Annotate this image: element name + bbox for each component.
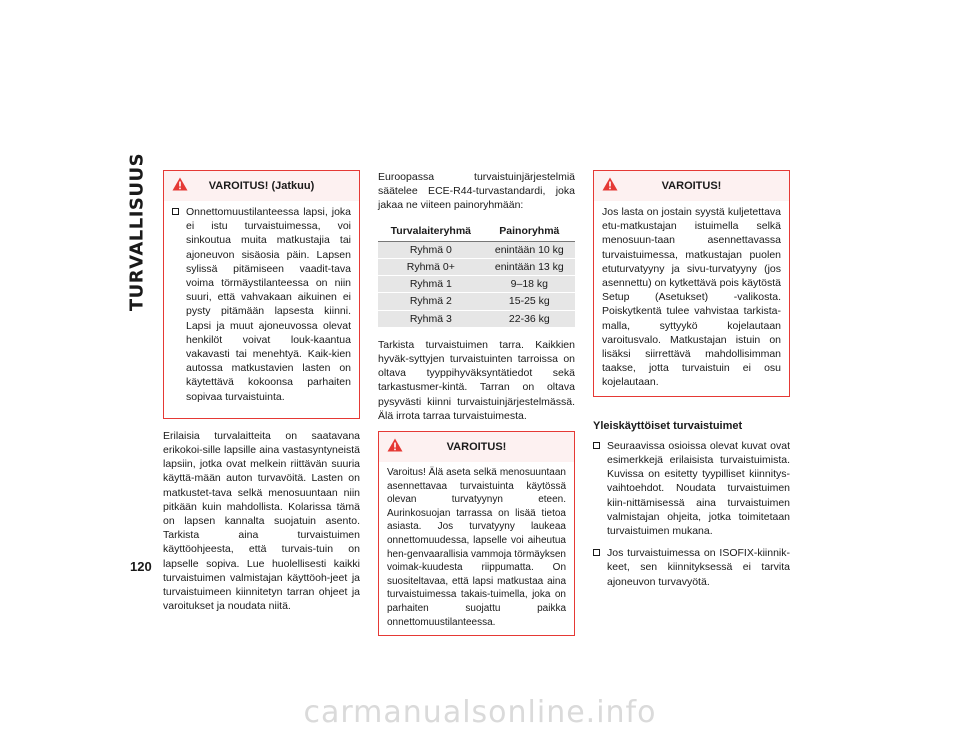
table-cell: 15-25 kg [484,293,575,310]
warning-box-front-seat [593,170,790,397]
table-cell: Ryhmä 0 [378,241,484,258]
checkbox-bullet-icon [172,208,179,215]
warning-box-airbag [378,431,575,636]
table-row [378,241,575,258]
warning-header [594,171,789,201]
warning-header [379,432,574,462]
column-middle [378,170,575,646]
section-title: TURVALLISUUS [126,152,148,312]
warning-body: Jos lasta on jostain syystä kuljetettava etu-matkustajan istuimella selkä menosuun-taan asennettavassa turvaistuimessa, matkustajan puolen etuturvatyyny ja sivu-turvatyyny (jos asennettu) on kytkettävä pois käytöstä Setup (Asetukset) -valikosta. Poiskytkentä tulee vahvistaa tarkista-malla, syttyykö kojelautaan varoitusvalo. Matkustajan istuin on lisäksi siirrettävä mahdollisimman taakse, jotta turvaistuin ei osu kojelautaan. [602,206,781,389]
table-cell: enintään 13 kg [484,259,575,276]
table-row [378,310,575,327]
list-item: Jos turvaistuimessa on ISOFIX-kiinnik-keet, sen kiinnityksessä ei tarvita ajoneuvon turvavyötä. [593,546,790,589]
table-row [378,259,575,276]
table-cell: Ryhmä 3 [378,310,484,327]
label-paragraph: Tarkista turvaistuimen tarra. Kaikkien hyväk-syttyjen turvaistuinten tarroissa on oltava tyyppihyväksyntätiedot sekä tarkastusmer-kintä. Tarran on oltava pysyvästi kiinni turvaistuinjärjestelmässä. Älä irrota tarraa turvaistuimesta. [378,338,575,422]
warning-title: VAROITUS! (Jatkuu) [208,180,315,192]
section-heading: Yleiskäyttöiset turvaistuimet [593,419,743,432]
table-header-cell: Painoryhmä [484,221,575,242]
table-row [378,293,575,310]
body-paragraph: Erilaisia turvalaitteita on saatavana erikokoi-sille lapsille aina vastasyntyneistä lapsiin, jotka ovat melkein riittävän suuria käyttä-mään auton turvavöitä. Lasten on matkustet-tava selkä menosuuntaan niin pitkään kuin mahdollista. Kolarissa tämä on lapsen kannalta suojatuin asento. Tarkista aina turvaistuimen käyttöohjeesta, että turvais-tuin on lapselle sopiva. Lue huolellisesti kaikki turvaistuimen valmistajan käyttöoh-jeet ja turvaistuimeen kiinnitetyn tarran ohjeet ja varoitukset ja noudata niitä. [163,429,360,613]
table-cell: 22-36 kg [484,310,575,327]
warning-bullet: Onnettomuustilanteessa lapsi, joka ei istu turvaistuimessa, voi sinkoutua muita matkustajia tai ajoneuvon sisäosia päin. Lapsen sylissä pitämiseen vaadit-tava voima törmäystilanteessa on niin suuri, että vahvakaan aikuinen ei pysty pitämään lapsesta kiinni. Lapsi ja muut ajoneuvossa olevat henkilöt voivat louk-kaantua vakavasti tai menehtyä. Kaik-kien autossa matkustavien lasten on käytettävä kokoonsa parhaiten sopivaa turvaistuinta. [172,205,351,404]
warning-triangle-icon [602,177,618,191]
weight-group-table [378,221,575,328]
table-cell: Ryhmä 2 [378,293,484,310]
table-header-cell: Turvalaiteryhmä [378,221,484,242]
table-header-row [378,221,575,242]
checkbox-bullet-icon [593,549,600,556]
table-row [378,276,575,293]
warning-body: Varoitus! Älä aseta selkä menosuuntaan asennettavaa turvaistuinta käytössä olevan turvatyynyn eteen. Aurinkosuojan tarrassa on lisää tietoa asiasta. Jos turvatyyny laukeaa onnettomuudessa, lapselle voi aiheutua hen-genvaarallisia vammoja törmäyksen voimak-kuudesta riippumatta. On suositeltavaa, että lapsi matkustaa aina turvaistuimessa takais-tuimella, joka on parhaiten suojattu paikka onnettomuustilanteessa. [387,467,566,628]
table-cell: Ryhmä 0+ [378,259,484,276]
intro-paragraph: Euroopassa turvaistuinjärjestelmiä säätelee ECE-R44-turvastandardi, joka jakaa ne viiteen painoryhmään: [378,171,575,212]
warning-box-continued [163,170,360,419]
page-number: 120 [130,559,152,574]
warning-triangle-icon [172,177,188,191]
warning-title: VAROITUS! [661,180,722,192]
warning-title: VAROITUS! [446,441,507,454]
warning-body [164,201,359,418]
warning-header [164,171,359,201]
table-cell: enintään 10 kg [484,241,575,258]
table-cell: 9–18 kg [484,276,575,293]
list-item: Seuraavissa osioissa olevat kuvat ovat esimerkkejä erilaisista turvaistuimista. Kuvissa on esitetty tyypilliset kiinnitys-vaihtoehdot. Noudata turvaistuimen kiin-nittämisessä aina turvaistuimen valmistajan ohjeita, jotka toimitetaan turvaistuimen mukana. [593,439,790,538]
footer-watermark: carmanualsonline.info [303,694,657,730]
table-cell: Ryhmä 1 [378,276,484,293]
column-left [163,170,360,621]
warning-triangle-icon [387,438,403,452]
checkbox-bullet-icon [593,442,600,449]
column-right [593,170,790,597]
